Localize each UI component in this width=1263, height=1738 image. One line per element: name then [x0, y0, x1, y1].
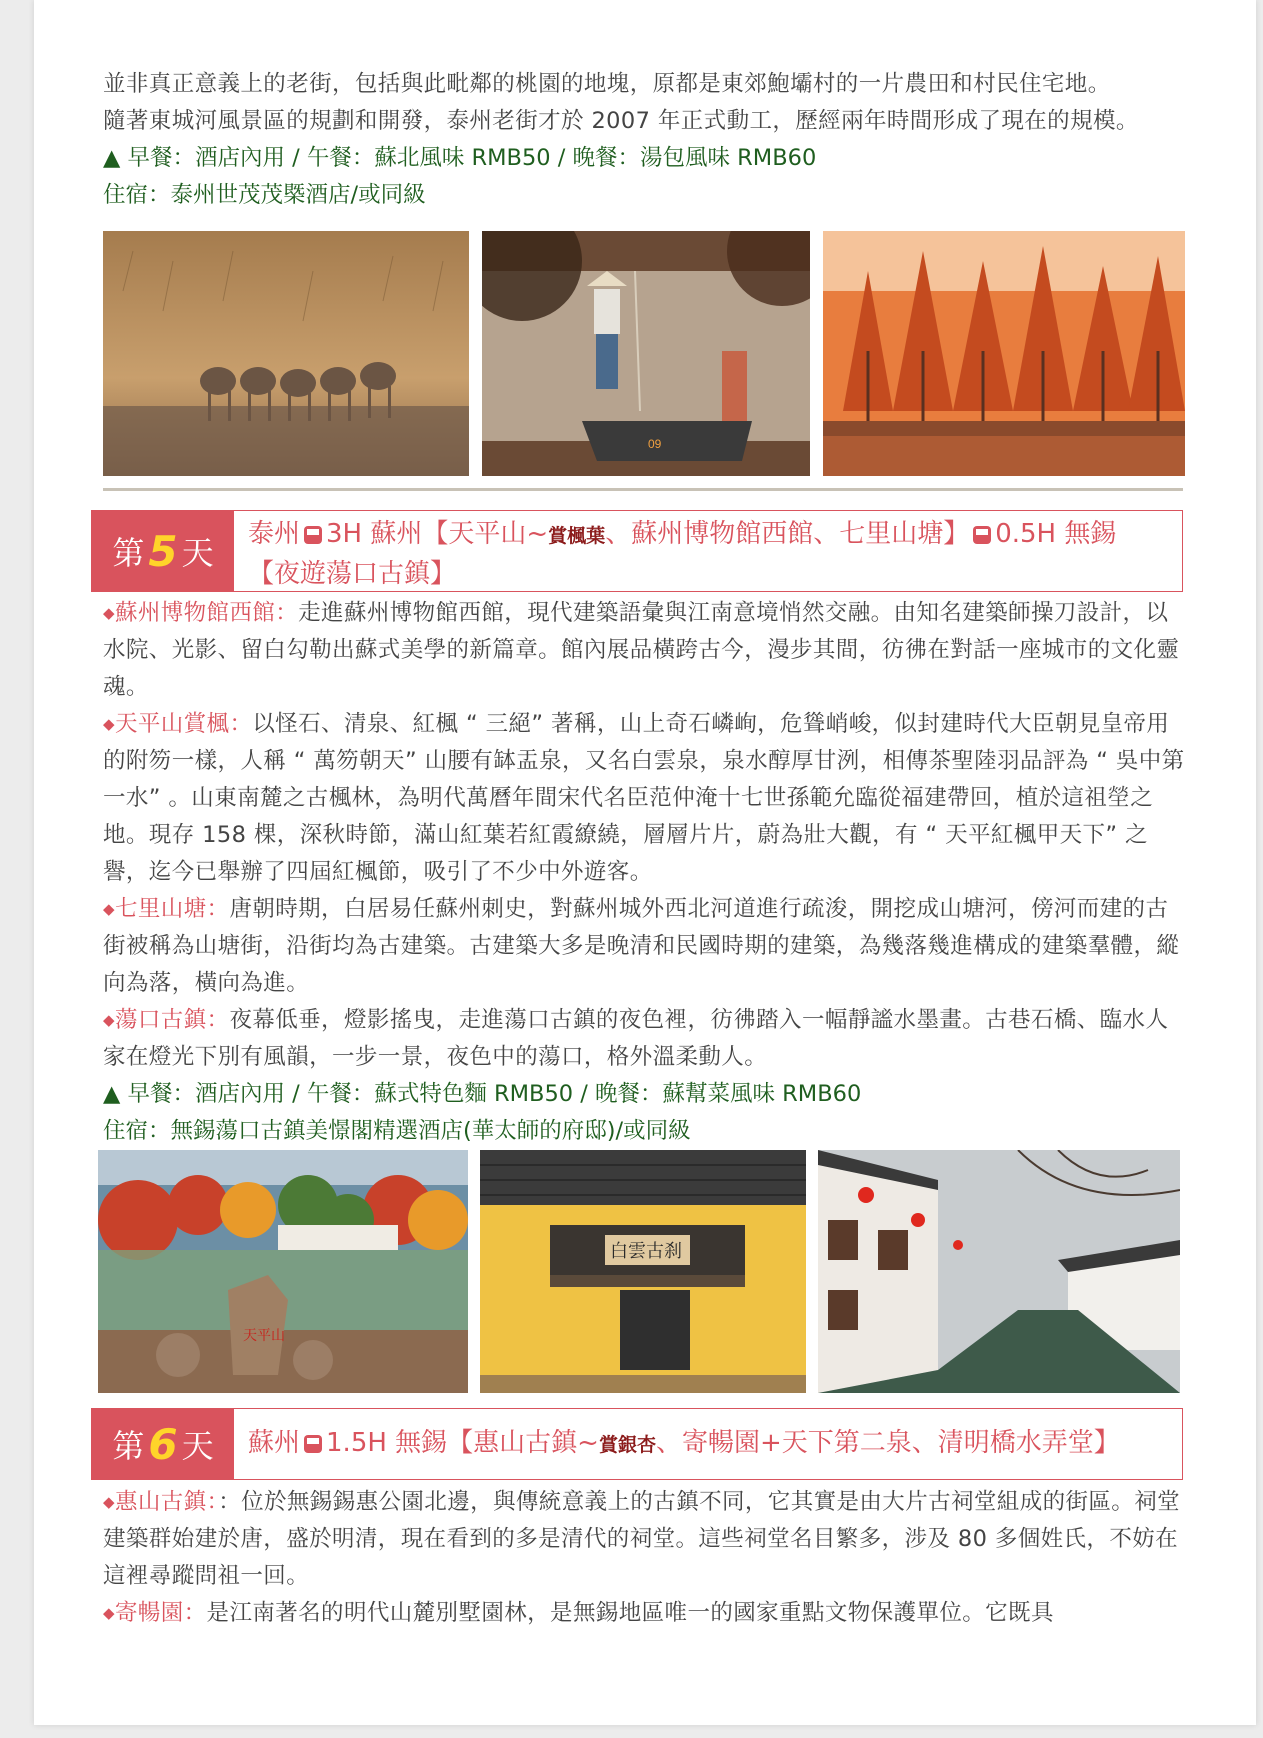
day6-badge — [92, 1409, 234, 1479]
day5-item-title: 蕩口古鎮： — [114, 1007, 230, 1033]
diamond-icon: ◆ — [103, 715, 115, 733]
intro-line-2: 隨著東城河風景區的規劃和開發，泰州老街才於 2007 年正式動工，歷經兩年時間形成了現在的規模。 — [103, 108, 1139, 134]
day6-item-text: ：位於無錫錫惠公園北邊，與傳統意義上的古鎮不同，它其實是由大片古祠堂組成的街區。祠堂建築群始建於唐，盛於明清，現在看到的多是清代的祠堂。這些祠堂名目繁多，涉及 80 多個姓氏，不妨在這裡尋蹤問祖一回。 — [103, 1489, 1181, 1589]
day5-item-title: 七里山塘： — [114, 896, 230, 922]
day6-route — [234, 1409, 1182, 1479]
day5-item — [103, 706, 1185, 891]
day5-item-text: 以怪石、清泉、紅楓 “ 三絕” 著稱，山上奇石嶙峋，危聳峭峻，似封建時代大臣朝見皇帝用的附笏一樣，人稱 “ 萬笏朝天” 山腰有缽盂泉，又名白雲泉，泉水醇厚甘洌，相傳茶聖陸羽品評為 “ 吳中第一水” 。山東南麓之古楓林，為明代萬曆年間宋代名臣范仲淹十七世孫範允臨從福建帶回，植於這祖塋之地。現存 158 棵，深秋時節，滿山紅葉若紅霞繚繞，層層片片，蔚為壯大觀，有 “ 天平紅楓甲天下” 之譽，迄今已舉辦了四屆紅楓節，吸引了不少中外遊客。 — [103, 711, 1185, 885]
day5-item-text: 唐朝時期，白居易任蘇州刺史，對蘇州城外西北河道進行疏浚，開挖成山塘河，傍河而建的古街被稱為山塘街，沿街均為古建築。古建築大多是晚清和民國時期的建築，為幾落幾進構成的建築羣體，縱向為落，橫向為進。 — [103, 896, 1180, 996]
bus-icon — [304, 526, 322, 544]
day6-label-pre: 第 — [112, 1427, 145, 1465]
photo-red-forest — [823, 231, 1185, 476]
day6-number: 6 — [148, 1419, 178, 1469]
photo-boatman — [482, 231, 810, 476]
day5-item — [103, 891, 1185, 1002]
day5-meals: ▲ 早餐：酒店內用 / 午餐：蘇式特色麵 RMB50 / 晚餐：蘇幫菜風味 RMB60 — [103, 1081, 862, 1107]
day5-label-post: 天 — [181, 534, 214, 572]
photo-canal-street — [818, 1150, 1180, 1393]
day5-hotel: 住宿：無錫蕩口古鎮美憬閣精選酒店(華太師的府邸)/或同級 — [103, 1118, 691, 1144]
intro-section — [103, 66, 1185, 214]
day6-route-small: 賞銀杏 — [598, 1434, 656, 1456]
day5-item-text: 走進蘇州博物館西館，現代建築語彙與江南意境悄然交融。由知名建築師操刀設計，以水院、光影、留白勾勒出蘇式美學的新篇章。館內展品橫跨古今，漫步其間，彷彿在對話一座城市的文化靈魂。 — [103, 600, 1180, 700]
day4-hotel: 住宿：泰州世茂茂槩酒店/或同級 — [103, 182, 426, 208]
section-divider — [103, 488, 1183, 491]
day5-number: 5 — [148, 526, 178, 576]
day5-item-title: 蘇州博物館西館： — [114, 600, 299, 626]
day5-item-title: 天平山賞楓： — [114, 711, 253, 737]
boat-number: 09 — [648, 437, 662, 451]
day6-header — [91, 1408, 1183, 1480]
day5-badge — [92, 511, 234, 591]
day6-label-post: 天 — [181, 1427, 214, 1465]
stone-inscription: 天平山 — [243, 1329, 285, 1344]
day5-header — [91, 510, 1183, 592]
day5-item-text: 夜幕低垂，燈影搖曳，走進蕩口古鎮的夜色裡，彷彿踏入一幅靜謐水墨畫。古巷石橋、臨水人家在燈光下別有風韻，一步一景，夜色中的蕩口，格外溫柔動人。 — [103, 1007, 1169, 1070]
day6-route-start: 蘇州 — [248, 1428, 301, 1458]
day5-route-c: 、蘇州博物館西館、七里山塘】 — [605, 519, 970, 549]
day5-route — [234, 511, 1182, 591]
diamond-icon: ◆ — [103, 900, 115, 918]
day5-body — [103, 595, 1185, 1150]
photo-deer-grassland — [103, 231, 469, 476]
intro-line-1: 並非真正意義上的老街，包括與此毗鄰的桃園的地塊，原都是東郊鮑壩村的一片農田和村民住宅地。 — [103, 71, 1111, 97]
day6-item-text: 是江南著名的明代山麓別墅園林，是無錫地區唯一的國家重點文物保護單位。它既具 — [206, 1600, 1054, 1626]
bus-icon — [304, 1435, 322, 1453]
day6-route-c: 、寄暢園+天下第二泉、清明橋水弄堂】 — [655, 1428, 1120, 1458]
day5-route-d: 0.5H 無錫【夜遊蕩口古鎮】 — [248, 519, 1117, 589]
day6-body — [103, 1484, 1185, 1632]
day6-item — [103, 1595, 1185, 1632]
day5-item — [103, 595, 1185, 706]
diamond-icon: ◆ — [103, 604, 115, 622]
bus-icon — [973, 526, 991, 544]
day6-route-b: 1.5H 無錫【惠山古鎮~ — [326, 1428, 599, 1458]
day5-item — [103, 1002, 1185, 1076]
day5-route-b: 3H 蘇州【天平山~ — [326, 519, 549, 549]
day5-route-start: 泰州 — [248, 519, 301, 549]
photo-temple-gate — [480, 1150, 806, 1393]
plaque-text: 白雲古刹 — [610, 1241, 682, 1261]
day4-meals: ▲ 早餐：酒店內用 / 午餐：蘇北風味 RMB50 / 晚餐：湯包風味 RMB60 — [103, 145, 817, 171]
day6-item-title: 寄暢園： — [114, 1600, 207, 1626]
day5-label-pre: 第 — [112, 534, 145, 572]
day6-item — [103, 1484, 1185, 1595]
day5-route-small: 賞楓葉 — [548, 525, 606, 547]
day6-item-title: 惠山古鎮： — [114, 1489, 219, 1515]
diamond-icon: ◆ — [103, 1604, 115, 1622]
diamond-icon: ◆ — [103, 1011, 115, 1029]
diamond-icon: ◆ — [103, 1493, 115, 1511]
photo-tianping-maple — [98, 1150, 468, 1393]
